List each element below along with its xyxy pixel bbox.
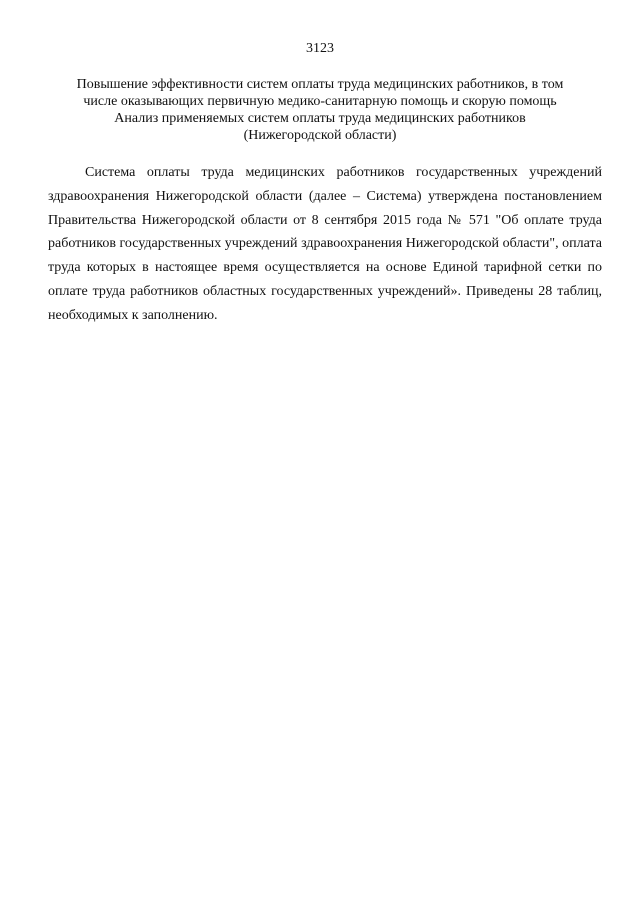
body-paragraph: Система оплаты труда медицинских работников государственных учреждений здравоохранения Нижегородской области (далее – Система) утверждена постановлением Правительства Нижегородской области от 8 сентября 2015 года № 571 "Об оплате труда работников государственных учреждений здравоохранения Нижегородской области", оплата труда которых в настоящее время осуществляется на основе Единой тарифной сетки по оплате труда работников областных государственных учреждений». Приведены 28 таблиц, необходимых к заполнению. [48, 165, 602, 323]
document-title [48, 76, 592, 144]
page-number: 3123 [306, 41, 334, 56]
title-line-2: числе оказывающих первичную медико-санитарную помощь и скорую помощь [83, 94, 557, 109]
title-line-1: Повышение эффективности систем оплаты труда медицинских работников, в том [76, 77, 564, 92]
title-line-4: (Нижегородской области) [243, 128, 397, 143]
title-line-3: Анализ применяемых систем оплаты труда медицинских работников [114, 111, 526, 126]
